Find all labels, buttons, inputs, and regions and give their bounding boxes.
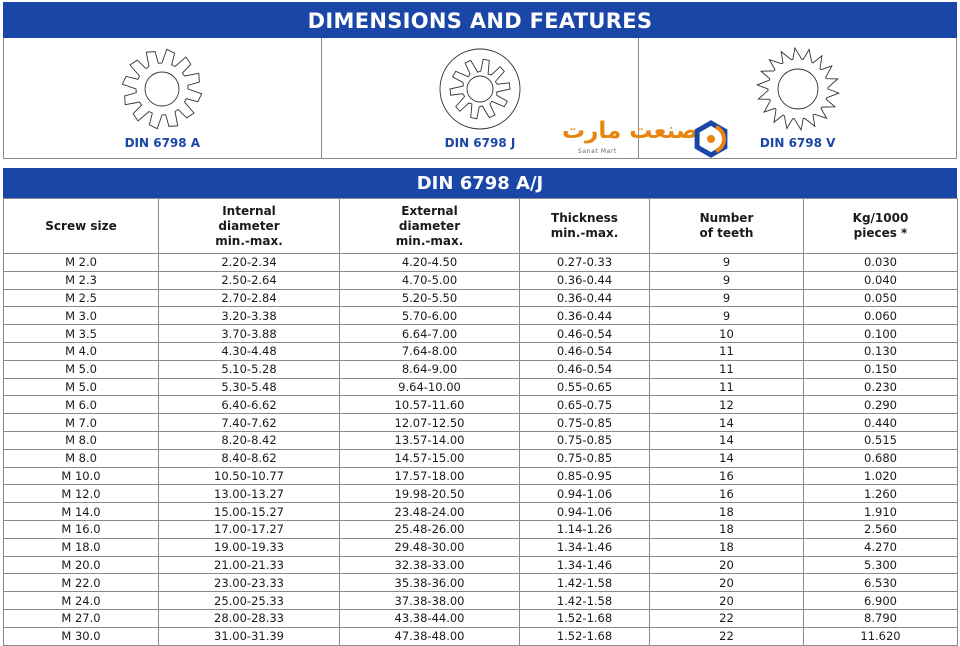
table-cell: M 18.0 bbox=[4, 538, 159, 556]
table-cell: 2.70-2.84 bbox=[159, 289, 340, 307]
column-header: Number of teeth bbox=[650, 199, 804, 254]
table-cell: M 24.0 bbox=[4, 592, 159, 610]
table-row bbox=[4, 592, 958, 610]
table-cell: 1.42-1.58 bbox=[520, 592, 650, 610]
table-cell: 21.00-21.33 bbox=[159, 556, 340, 574]
table-cell: 11 bbox=[650, 360, 804, 378]
table-row bbox=[4, 556, 958, 574]
table-cell: 0.440 bbox=[804, 414, 958, 432]
table-cell: 0.85-0.95 bbox=[520, 467, 650, 485]
table-cell: 4.70-5.00 bbox=[340, 271, 520, 289]
table-cell: 0.230 bbox=[804, 378, 958, 396]
table-cell: M 2.0 bbox=[4, 254, 159, 272]
table-cell: 17.57-18.00 bbox=[340, 467, 520, 485]
table-cell: M 8.0 bbox=[4, 431, 159, 449]
table-cell: 0.75-0.85 bbox=[520, 414, 650, 432]
table-cell: 14 bbox=[650, 414, 804, 432]
table-cell: M 5.0 bbox=[4, 360, 159, 378]
table-cell: 35.38-36.00 bbox=[340, 574, 520, 592]
table-row bbox=[4, 307, 958, 325]
table-cell: 0.36-0.44 bbox=[520, 271, 650, 289]
page-title: DIMENSIONS AND FEATURES bbox=[3, 2, 957, 38]
table-cell: 5.10-5.28 bbox=[159, 360, 340, 378]
table-cell: 23.00-23.33 bbox=[159, 574, 340, 592]
nut-gear-logo-icon bbox=[692, 120, 730, 158]
table-cell: 0.46-0.54 bbox=[520, 342, 650, 360]
table-cell: 6.530 bbox=[804, 574, 958, 592]
table-cell: 5.20-5.50 bbox=[340, 289, 520, 307]
table-cell: 8.20-8.42 bbox=[159, 431, 340, 449]
table-cell: 3.20-3.38 bbox=[159, 307, 340, 325]
features-panel bbox=[3, 38, 957, 159]
table-cell: 20 bbox=[650, 592, 804, 610]
table-cell: 11 bbox=[650, 378, 804, 396]
table-cell: 0.36-0.44 bbox=[520, 307, 650, 325]
table-cell: 0.75-0.85 bbox=[520, 449, 650, 467]
table-row bbox=[4, 396, 958, 414]
table-cell: 25.48-26.00 bbox=[340, 520, 520, 538]
table-cell: 7.40-7.62 bbox=[159, 414, 340, 432]
table-cell: 9 bbox=[650, 271, 804, 289]
table-cell: 2.560 bbox=[804, 520, 958, 538]
table-cell: 0.36-0.44 bbox=[520, 289, 650, 307]
column-header: Kg/1000 pieces * bbox=[804, 199, 958, 254]
table-cell: 4.20-4.50 bbox=[340, 254, 520, 272]
table-cell: 25.00-25.33 bbox=[159, 592, 340, 610]
table-row bbox=[4, 503, 958, 521]
table-cell: 11.620 bbox=[804, 627, 958, 645]
table-row bbox=[4, 254, 958, 272]
table-cell: M 27.0 bbox=[4, 609, 159, 627]
table-cell: 0.94-1.06 bbox=[520, 485, 650, 503]
table-row bbox=[4, 627, 958, 645]
table-cell: 13.00-13.27 bbox=[159, 485, 340, 503]
table-row bbox=[4, 538, 958, 556]
table-cell: 14 bbox=[650, 449, 804, 467]
table-cell: M 30.0 bbox=[4, 627, 159, 645]
table-cell: 12.07-12.50 bbox=[340, 414, 520, 432]
table-row bbox=[4, 289, 958, 307]
table-cell: 28.00-28.33 bbox=[159, 609, 340, 627]
table-cell: 15.00-15.27 bbox=[159, 503, 340, 521]
table-cell: 23.48-24.00 bbox=[340, 503, 520, 521]
table-cell: 0.46-0.54 bbox=[520, 360, 650, 378]
brand-watermark bbox=[558, 118, 738, 160]
table-cell: 6.40-6.62 bbox=[159, 396, 340, 414]
table-cell: 1.52-1.68 bbox=[520, 609, 650, 627]
table-cell: 0.515 bbox=[804, 431, 958, 449]
table-cell: 14.57-15.00 bbox=[340, 449, 520, 467]
table-cell: 16 bbox=[650, 485, 804, 503]
table-cell: 9 bbox=[650, 289, 804, 307]
table-cell: 6.900 bbox=[804, 592, 958, 610]
table-cell: 0.290 bbox=[804, 396, 958, 414]
dimensions-table bbox=[3, 198, 958, 646]
table-cell: 3.70-3.88 bbox=[159, 325, 340, 343]
table-row bbox=[4, 449, 958, 467]
table-cell: 1.910 bbox=[804, 503, 958, 521]
table-cell: 4.270 bbox=[804, 538, 958, 556]
table-cell: 9 bbox=[650, 254, 804, 272]
table-cell: 0.130 bbox=[804, 342, 958, 360]
table-cell: 0.75-0.85 bbox=[520, 431, 650, 449]
external-tooth-washer-icon bbox=[112, 44, 212, 134]
table-cell: 31.00-31.39 bbox=[159, 627, 340, 645]
table-row bbox=[4, 325, 958, 343]
table-cell: M 4.0 bbox=[4, 342, 159, 360]
table-cell: 29.48-30.00 bbox=[340, 538, 520, 556]
table-cell: M 22.0 bbox=[4, 574, 159, 592]
table-cell: 43.38-44.00 bbox=[340, 609, 520, 627]
feature-label: DIN 6798 J bbox=[444, 136, 516, 150]
table-cell: 8.40-8.62 bbox=[159, 449, 340, 467]
table-cell: 0.050 bbox=[804, 289, 958, 307]
table-cell: M 2.3 bbox=[4, 271, 159, 289]
table-cell: M 3.5 bbox=[4, 325, 159, 343]
table-cell: 9 bbox=[650, 307, 804, 325]
feature-din-6798-a bbox=[4, 38, 322, 158]
table-cell: M 7.0 bbox=[4, 414, 159, 432]
table-body bbox=[4, 254, 958, 646]
table-cell: 20 bbox=[650, 556, 804, 574]
table-cell: 5.300 bbox=[804, 556, 958, 574]
table-cell: 47.38-48.00 bbox=[340, 627, 520, 645]
table-cell: 1.020 bbox=[804, 467, 958, 485]
table-cell: M 8.0 bbox=[4, 449, 159, 467]
table-cell: 5.30-5.48 bbox=[159, 378, 340, 396]
table-cell: 8.790 bbox=[804, 609, 958, 627]
table-cell: 0.040 bbox=[804, 271, 958, 289]
table-cell: 0.55-0.65 bbox=[520, 378, 650, 396]
table-cell: 8.64-9.00 bbox=[340, 360, 520, 378]
table-row bbox=[4, 360, 958, 378]
table-cell: 11 bbox=[650, 342, 804, 360]
table-row bbox=[4, 574, 958, 592]
brand-name: صنعت مارت bbox=[562, 118, 699, 144]
table-cell: 19.00-19.33 bbox=[159, 538, 340, 556]
table-cell: 19.98-20.50 bbox=[340, 485, 520, 503]
table-cell: 0.060 bbox=[804, 307, 958, 325]
feature-label: DIN 6798 V bbox=[759, 136, 836, 150]
brand-subtitle: Sanat Mart bbox=[578, 148, 617, 155]
table-row bbox=[4, 609, 958, 627]
table-cell: 0.150 bbox=[804, 360, 958, 378]
table-cell: 32.38-33.00 bbox=[340, 556, 520, 574]
table-cell: 18 bbox=[650, 520, 804, 538]
table-cell: 0.27-0.33 bbox=[520, 254, 650, 272]
table-row bbox=[4, 378, 958, 396]
table-cell: 22 bbox=[650, 609, 804, 627]
table-cell: 20 bbox=[650, 574, 804, 592]
table-cell: 6.64-7.00 bbox=[340, 325, 520, 343]
table-row bbox=[4, 271, 958, 289]
table-cell: 0.100 bbox=[804, 325, 958, 343]
feature-label: DIN 6798 A bbox=[124, 136, 201, 150]
table-cell: 5.70-6.00 bbox=[340, 307, 520, 325]
table-cell: 0.680 bbox=[804, 449, 958, 467]
table-cell: 14 bbox=[650, 431, 804, 449]
table-row bbox=[4, 342, 958, 360]
table-header-row bbox=[4, 199, 958, 254]
table-cell: M 16.0 bbox=[4, 520, 159, 538]
table-cell: 18 bbox=[650, 503, 804, 521]
table-cell: M 12.0 bbox=[4, 485, 159, 503]
table-cell: M 10.0 bbox=[4, 467, 159, 485]
table-cell: 37.38-38.00 bbox=[340, 592, 520, 610]
table-row bbox=[4, 520, 958, 538]
table-row bbox=[4, 485, 958, 503]
table-cell: 1.42-1.58 bbox=[520, 574, 650, 592]
table-cell: M 14.0 bbox=[4, 503, 159, 521]
table-cell: 9.64-10.00 bbox=[340, 378, 520, 396]
internal-tooth-washer-icon bbox=[430, 44, 530, 134]
column-header: Internal diameter min.-max. bbox=[159, 199, 340, 254]
table-cell: 4.30-4.48 bbox=[159, 342, 340, 360]
table-cell: 10.50-10.77 bbox=[159, 467, 340, 485]
countersunk-tooth-washer-icon bbox=[748, 44, 848, 134]
table-cell: M 6.0 bbox=[4, 396, 159, 414]
table-cell: 16 bbox=[650, 467, 804, 485]
table-cell: 1.34-1.46 bbox=[520, 538, 650, 556]
table-cell: 17.00-17.27 bbox=[159, 520, 340, 538]
table-cell: 1.14-1.26 bbox=[520, 520, 650, 538]
table-row bbox=[4, 431, 958, 449]
column-header: Thickness min.-max. bbox=[520, 199, 650, 254]
table-row bbox=[4, 414, 958, 432]
table-cell: 10.57-11.60 bbox=[340, 396, 520, 414]
column-header: External diameter min.-max. bbox=[340, 199, 520, 254]
table-row bbox=[4, 467, 958, 485]
table-cell: M 2.5 bbox=[4, 289, 159, 307]
table-cell: 2.50-2.64 bbox=[159, 271, 340, 289]
table-cell: 1.260 bbox=[804, 485, 958, 503]
table-cell: 0.46-0.54 bbox=[520, 325, 650, 343]
table-cell: 7.64-8.00 bbox=[340, 342, 520, 360]
table-cell: 0.030 bbox=[804, 254, 958, 272]
table-cell: 18 bbox=[650, 538, 804, 556]
table-cell: 13.57-14.00 bbox=[340, 431, 520, 449]
column-header: Screw size bbox=[4, 199, 159, 254]
table-cell: M 20.0 bbox=[4, 556, 159, 574]
table-cell: M 3.0 bbox=[4, 307, 159, 325]
table-cell: 1.34-1.46 bbox=[520, 556, 650, 574]
table-cell: 1.52-1.68 bbox=[520, 627, 650, 645]
table-cell: 0.65-0.75 bbox=[520, 396, 650, 414]
table-cell: 12 bbox=[650, 396, 804, 414]
table-cell: 22 bbox=[650, 627, 804, 645]
table-cell: 0.94-1.06 bbox=[520, 503, 650, 521]
table-cell: M 5.0 bbox=[4, 378, 159, 396]
table-cell: 2.20-2.34 bbox=[159, 254, 340, 272]
section-title: DIN 6798 A/J bbox=[3, 168, 957, 198]
table-cell: 10 bbox=[650, 325, 804, 343]
